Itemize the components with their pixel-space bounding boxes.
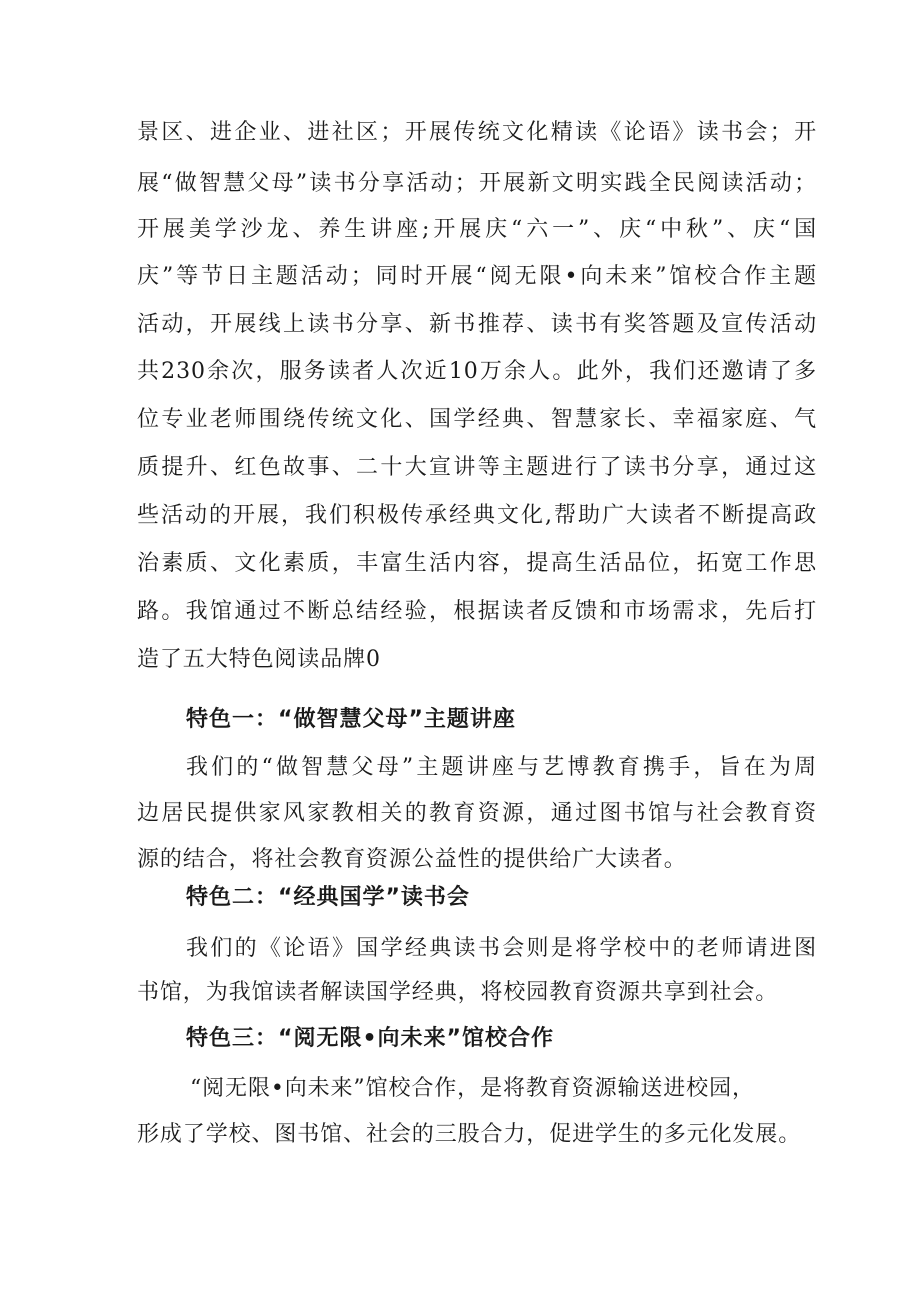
body-text-line: 位专业老师围绕传统文化、国学经典、智慧家长、幸福家庭、气 [137, 407, 817, 432]
body-text-line: 治素质、文化素质，丰富生活内容，提高生活品位，拓宽工作思 [137, 551, 817, 576]
feature-text-line: “阅无限•向未来”馆校合作，是将教育资源输送进校园， [190, 1076, 755, 1101]
body-text-line: 质提升、红色故事、二十大宣讲等主题进行了读书分享，通过这 [137, 455, 817, 480]
body-text-line: 庆”等节日主题活动；同时开展“阅无限•向未来”馆校合作主题 [137, 264, 817, 289]
body-text-line: 展“做智慧父母”读书分享活动；开展新文明实践全民阅读活动； [137, 171, 817, 196]
body-text-line: 路。我馆通过不断总结经验，根据读者反馈和市场需求，先后打 [137, 599, 817, 624]
feature-text-line: 边居民提供家风家教相关的教育资源，通过图书馆与社会教育资 [137, 801, 817, 826]
feature-text-line: 我们的《论语》国学经典读书会则是将学校中的老师请进图 [186, 936, 817, 961]
feature-text-line: 书馆，为我馆读者解读国学经典，将校园教育资源共享到社会。 [137, 980, 779, 1005]
body-text-line: 活动，开展线上读书分享、新书推荐、读书有奖答题及宣传活动 [137, 312, 817, 337]
feature-heading: 特色三：“阅无限•向未来”馆校合作 [186, 1026, 554, 1051]
feature-text-line: 源的结合，将社会教育资源公益性的提供给广大读者。 [137, 847, 687, 872]
feature-heading: 特色一：“做智慧父母”主题讲座 [186, 707, 516, 732]
body-text-line: 开展美学沙龙、养生讲座;开展庆“六一”、庆“中秋”、庆“国 [137, 217, 817, 242]
body-text-line: 造了五大特色阅读品牌0 [137, 647, 381, 672]
body-text-line: 些活动的开展，我们积极传承经典文化,帮助广大读者不断提高政 [137, 503, 817, 528]
feature-heading: 特色二：“经典国学”读书会 [186, 885, 470, 910]
body-text-line: 共230余次，服务读者人次近10万余人。此外，我们还邀请了多 [137, 359, 817, 384]
body-text-line: 景区、进企业、进社区；开展传统文化精读《论语》读书会；开 [137, 120, 817, 145]
feature-text-line: 形成了学校、图书馆、社会的三股合力，促进学生的多元化发展。 [137, 1122, 802, 1147]
feature-text-line: 我们的“做智慧父母”主题讲座与艺博教育携手，旨在为周 [186, 755, 817, 780]
